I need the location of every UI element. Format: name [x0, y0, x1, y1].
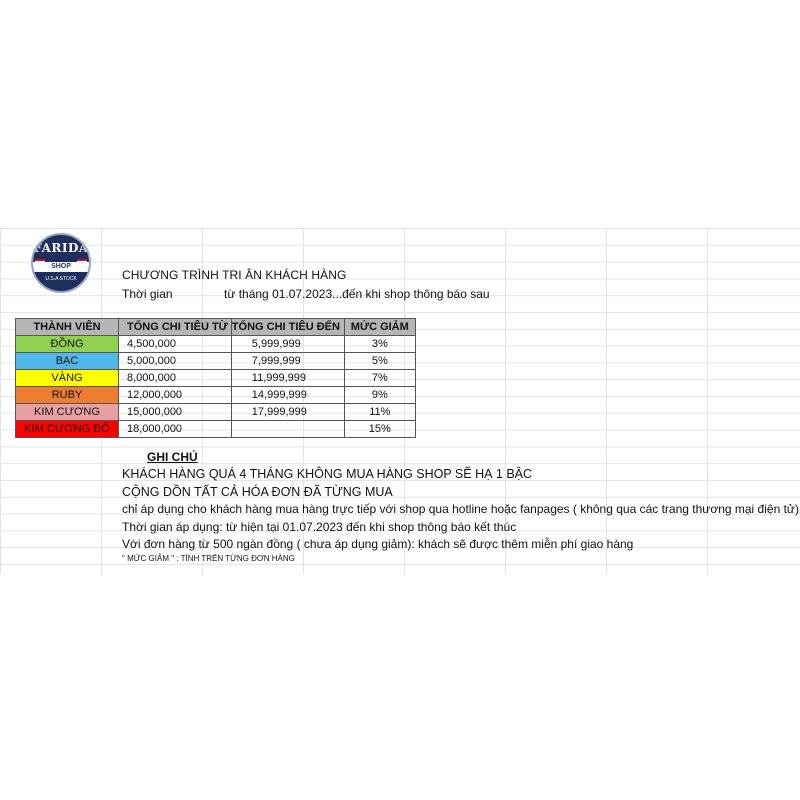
spend-to-cell: 5,999,999 [231, 336, 344, 353]
note-line: KHÁCH HÀNG QUÁ 4 THÁNG KHÔNG MUA HÀNG SHOP SẼ HẠ 1 BẬC [122, 467, 533, 482]
table-row [16, 421, 416, 438]
spend-to-cell: 17,999,999 [231, 404, 344, 421]
spend-from-cell: 5,000,000 [119, 353, 232, 370]
discount-cell: 9% [344, 387, 415, 404]
logo-name: FARIDA [33, 241, 89, 255]
program-title: CHƯƠNG TRÌNH TRI ÂN KHÁCH HÀNG [122, 268, 347, 282]
spend-from-cell: 4,500,000 [119, 336, 232, 353]
tier-cell: ĐỒNG [16, 336, 119, 353]
table-row [16, 353, 416, 370]
farida-shop-logo [31, 233, 91, 293]
table-row [16, 404, 416, 421]
spend-to-cell: 7,999,999 [231, 353, 344, 370]
tier-cell: RUBY [16, 387, 119, 404]
notes-section [122, 449, 799, 565]
spend-to-cell: 11,999,999 [231, 370, 344, 387]
table-header-row [16, 319, 416, 336]
header-tier: THÀNH VIÊN [16, 319, 119, 336]
table-row [16, 336, 416, 353]
time-value: từ tháng 01.07.2023...đến khi shop thông báo sau [224, 287, 490, 301]
time-label: Thời gian [122, 287, 173, 301]
spend-to-cell [231, 421, 344, 438]
discount-cell: 3% [344, 336, 415, 353]
logo-sub: SHOP [51, 263, 71, 270]
header-spend-from: TỔNG CHI TIÊU TỪ [119, 319, 232, 336]
spend-from-cell: 12,000,000 [119, 387, 232, 404]
logo-origin: U.S.A STOCK [45, 276, 77, 282]
note-line: chỉ áp dụng cho khách hàng mua hàng trực tiếp với shop qua hotline hoặc fanpages ( không qua các trang thương mại điện tử) [122, 502, 799, 517]
table-row [16, 387, 416, 404]
table-row [16, 370, 416, 387]
discount-cell: 11% [344, 404, 415, 421]
notes-title: GHI CHÚ [147, 450, 198, 464]
tier-cell: KIM CƯƠNG [16, 404, 119, 421]
note-line: CỘNG DỒN TẤT CẢ HÓA ĐƠN ĐÃ TỪNG MUA [122, 484, 393, 499]
tier-cell: KIM CƯƠNG ĐỎ [16, 421, 119, 438]
discount-cell: 5% [344, 353, 415, 370]
header-discount: MỨC GIẢM [344, 319, 415, 336]
tier-cell: BẠC [16, 353, 119, 370]
membership-table [15, 318, 416, 438]
discount-cell: 7% [344, 370, 415, 387]
header-spend-to: TỔNG CHI TIÊU ĐẾN [231, 319, 344, 336]
spend-from-cell: 15,000,000 [119, 404, 232, 421]
note-line: Thời gian áp dụng: từ hiện tại 01.07.2023 đến khi shop thông báo kết thúc [122, 519, 517, 534]
note-line: " MỨC GIẢM " : TÍNH TRÊN TỪNG ĐƠN HÀNG [122, 554, 295, 564]
note-line: Với đơn hàng từ 500 ngàn đồng ( chưa áp dụng giảm): khách sẽ được thêm miễn phí giao hàng [122, 537, 634, 552]
discount-cell: 15% [344, 421, 415, 438]
spend-to-cell: 14,999,999 [231, 387, 344, 404]
tier-cell: VÀNG [16, 370, 119, 387]
spend-from-cell: 8,000,000 [119, 370, 232, 387]
spend-from-cell: 18,000,000 [119, 421, 232, 438]
